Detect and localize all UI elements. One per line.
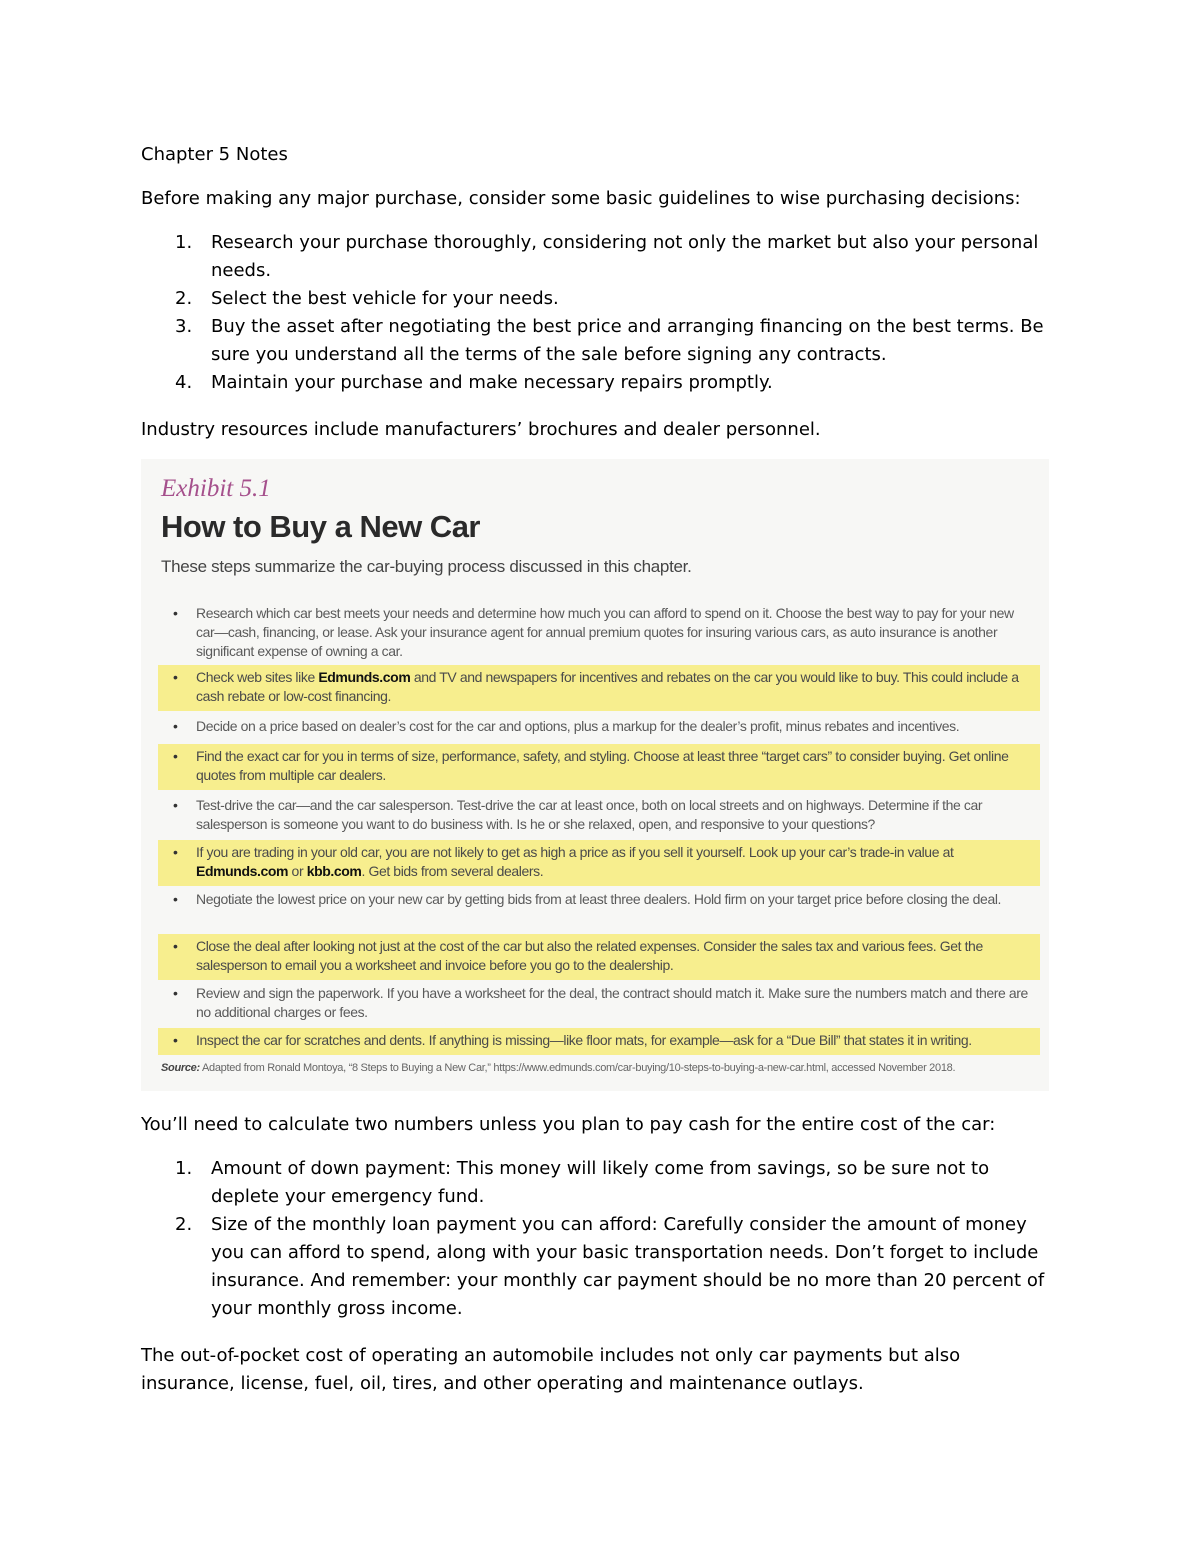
- guideline-item: [141, 313, 1061, 369]
- guideline-text: Maintain your purchase and make necessary repairs promptly.: [211, 372, 773, 393]
- website-name: Edmunds.com: [196, 863, 289, 879]
- exhibit-step-highlighted: [158, 665, 1040, 711]
- guidelines-list: [141, 229, 1061, 397]
- step-text: . Get bids from several dealers.: [361, 863, 544, 879]
- exhibit-step-highlighted: [158, 744, 1040, 790]
- exhibit-step: [158, 981, 1040, 1027]
- website-name: kbb.com: [306, 863, 362, 879]
- list-number: 3.: [175, 316, 193, 337]
- step-text: Test-drive the car—and the car salesperson. Test-drive the car at least once, both on local streets and on highways. Determine if the car salesperson is someone you want to do business with. Is he or she relaxed, open, and responsive to your questions?: [196, 797, 983, 832]
- exhibit-step-highlighted: [158, 934, 1040, 980]
- guideline-item: [141, 369, 1061, 397]
- step-text: Review and sign the paperwork. If you have a worksheet for the deal, the contract should match it. Make sure the numbers match and there are no additional charges or fees.: [196, 985, 1028, 1020]
- calc-list: [141, 1155, 1061, 1323]
- bullet-icon: •: [173, 669, 178, 685]
- exhibit-image: [141, 459, 1049, 1091]
- bullet-icon: •: [173, 748, 178, 764]
- list-number: 4.: [175, 372, 193, 393]
- bullet-icon: •: [173, 605, 178, 621]
- exhibit-step-highlighted: [158, 840, 1040, 886]
- exhibit-title: How to Buy a New Car: [161, 509, 480, 544]
- exhibit-step: [158, 714, 1040, 741]
- step-text: If you are trading in your old car, you are not likely to get as high a price as if you sell it yourself. Look up your car’s trade-in value at: [196, 844, 954, 860]
- exhibit-step-highlighted: [158, 1028, 1040, 1055]
- exhibit-step: [158, 793, 1040, 839]
- list-number: 2.: [175, 288, 193, 309]
- website-name: Edmunds.com: [318, 669, 411, 685]
- step-text: Find the exact car for you in terms of size, performance, safety, and styling. Choose at least three “target cars” to consider buying. Get online quotes from multiple car dealers.: [196, 748, 1009, 783]
- closing-paragraph: The out-of-pocket cost of operating an automobile includes not only car payments but also insurance, license, fuel, oil, tires, and other operating and maintenance outlays.: [141, 1345, 961, 1394]
- intro-paragraph: Before making any major purchase, consider some basic guidelines to wise purchasing decisions:: [141, 188, 1021, 209]
- step-text: Negotiate the lowest price on your new car by getting bids from at least three dealers. Hold firm on your target price before closing the deal.: [196, 891, 1002, 907]
- calc-intro-paragraph: You’ll need to calculate two numbers unless you plan to pay cash for the entire cost of the car:: [141, 1114, 996, 1135]
- step-text: Inspect the car for scratches and dents. If anything is missing—like floor mats, for example—ask for a “Due Bill” that states it in writing.: [196, 1032, 972, 1048]
- source-label: Source:: [161, 1062, 200, 1074]
- step-text: Decide on a price based on dealer’s cost for the car and options, plus a markup for the dealer’s profit, minus rebates and incentives.: [196, 718, 960, 734]
- list-number: 2.: [175, 1214, 193, 1235]
- guideline-text: Buy the asset after negotiating the best price and arranging financing on the best terms. Be sure you understand all the terms of the sale before signing any contracts.: [211, 316, 1044, 365]
- exhibit-step: [158, 887, 1040, 933]
- guideline-item: [141, 285, 1061, 313]
- exhibit-label: Exhibit 5.1: [161, 475, 271, 502]
- bullet-icon: •: [173, 985, 178, 1001]
- bullet-icon: •: [173, 891, 178, 907]
- bullet-icon: •: [173, 938, 178, 954]
- exhibit-step: [158, 601, 1040, 663]
- exhibit-source: [161, 1062, 955, 1074]
- industry-paragraph: Industry resources include manufacturers’ brochures and dealer personnel.: [141, 419, 821, 440]
- calc-item: [141, 1211, 1061, 1323]
- chapter-title: Chapter 5 Notes: [141, 144, 288, 165]
- source-text: Adapted from Ronald Montoya, “8 Steps to Buying a New Car,” https://www.edmunds.com/car-buying/10-steps-to-buying-a-new-car.html, accessed November 2018.: [199, 1062, 956, 1074]
- step-text: Research which car best meets your needs and determine how much you can afford to spend on it. Choose the best way to pay for your new car—cash, financing, or lease. Ask your insurance agent for annual premium quotes for insuring various cars, as auto insurance is another significant expense of owning a car.: [196, 605, 1014, 659]
- guideline-text: Select the best vehicle for your needs.: [211, 288, 559, 309]
- step-text: Check web sites like: [196, 669, 319, 685]
- bullet-icon: •: [173, 1032, 178, 1048]
- exhibit-steps-list: [158, 601, 1040, 1055]
- step-text: Close the deal after looking not just at the cost of the car but also the related expenses. Consider the sales tax and various fees. Get the salesperson to email you a worksheet and invoice before you go to the dealership.: [196, 938, 983, 973]
- step-text: and TV and newspapers for incentives and rebates on the car you would like to buy. This could include a cash rebate or low-cost financing.: [196, 669, 1019, 704]
- bullet-icon: •: [173, 797, 178, 813]
- calc-item: [141, 1155, 1061, 1211]
- list-number: 1.: [175, 232, 193, 253]
- exhibit-subtitle: These steps summarize the car-buying process discussed in this chapter.: [161, 557, 692, 576]
- guideline-item: [141, 229, 1061, 285]
- guideline-text: Research your purchase thoroughly, considering not only the market but also your personal needs.: [211, 232, 1039, 281]
- calc-item-text: Size of the monthly loan payment you can afford: Carefully consider the amount of money you can afford to spend, along with your basic transportation needs. Don’t forget to include insurance. And remember: your monthly car payment should be no more than 20 percent of your monthly gross income.: [211, 1214, 1045, 1319]
- step-text: or: [288, 863, 307, 879]
- calc-item-text: Amount of down payment: This money will likely come from savings, so be sure not to deplete your emergency fund.: [211, 1158, 990, 1207]
- list-number: 1.: [175, 1158, 193, 1179]
- bullet-icon: •: [173, 844, 178, 860]
- bullet-icon: •: [173, 718, 178, 734]
